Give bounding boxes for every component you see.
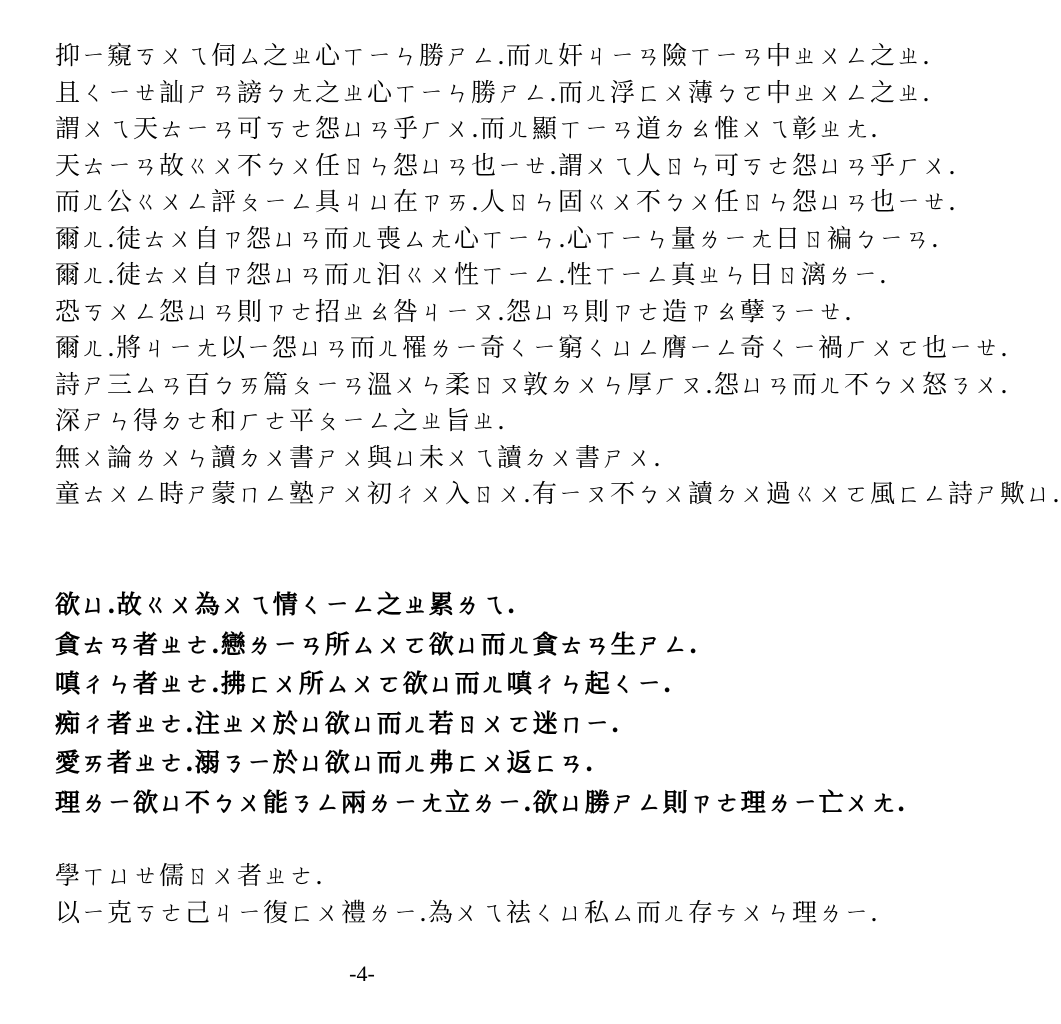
text-line: 貪ㄊㄢ者ㄓㄜ.戀ㄌㄧㄢ所ㄙㄨㄛ欲ㄩ而ㄦ貪ㄊㄢ生ㄕㄥ. [55,629,699,659]
text-line: 詩ㄕ三ㄙㄢ百ㄅㄞ篇ㄆㄧㄢ溫ㄨㄣ柔ㄖㄡ敦ㄉㄨㄣ厚ㄏㄡ.怨ㄩㄢ而ㄦ不ㄅㄨ怒ㄋㄨ. [55,369,1009,399]
text-line: 而ㄦ公ㄍㄨㄥ評ㄆㄧㄥ具ㄐㄩ在ㄗㄞ.人ㄖㄣ固ㄍㄨ不ㄅㄨ任ㄖㄣ怨ㄩㄢ也ㄧㄝ. [55,187,957,216]
text-line: 愛ㄞ者ㄓㄜ.溺ㄋㄧ於ㄩ欲ㄩ而ㄦ弗ㄈㄨ返ㄈㄢ. [55,748,595,777]
text-line: 理ㄌㄧ欲ㄩ不ㄅㄨ能ㄋㄥ兩ㄌㄧㄤ立ㄌㄧ.欲ㄩ勝ㄕㄥ則ㄗㄜ理ㄌㄧ亡ㄨㄤ. [55,787,907,817]
text-line: 天ㄊㄧㄢ故ㄍㄨ不ㄅㄨ任ㄖㄣ怨ㄩㄢ也ㄧㄝ.謂ㄨㄟ人ㄖㄣ可ㄎㄜ怨ㄩㄢ乎ㄏㄨ. [55,150,957,180]
text-block-scholar [55,858,879,931]
text-line: 爾ㄦ.徒ㄊㄨ自ㄗ怨ㄩㄢ而ㄦ喪ㄙㄤ心ㄒㄧㄣ.心ㄒㄧㄣ量ㄌㄧㄤ日ㄖ褊ㄅㄧㄢ. [55,223,940,253]
text-line: 童ㄊㄨㄥ時ㄕ蒙ㄇㄥ塾ㄕㄨ初ㄔㄨ入ㄖㄨ.有ㄧㄡ不ㄅㄨ讀ㄉㄨ過ㄍㄨㄛ風ㄈㄥ詩ㄕ歟ㄩ. [55,479,1061,508]
text-line: 深ㄕㄣ得ㄉㄜ和ㄏㄜ平ㄆㄧㄥ之ㄓ旨ㄓ. [55,406,506,435]
text-line: 欲ㄩ.故ㄍㄨ為ㄨㄟ情ㄑㄧㄥ之ㄓ累ㄌㄟ. [55,590,517,619]
text-line: 且ㄑㄧㄝ訕ㄕㄢ謗ㄅㄤ之ㄓ心ㄒㄧㄣ勝ㄕㄥ.而ㄦ浮ㄈㄨ薄ㄅㄛ中ㄓㄨㄥ之ㄓ. [55,77,931,107]
text-block-resentment [55,38,1061,513]
page-number: -4- [349,961,375,986]
text-line: 學ㄒㄩㄝ儒ㄖㄨ者ㄓㄜ. [55,861,324,890]
text-line: 恐ㄎㄨㄥ怨ㄩㄢ則ㄗㄜ招ㄓㄠ咎ㄐㄧㄡ.怨ㄩㄢ則ㄗㄜ造ㄗㄠ孽ㄋㄧㄝ. [55,296,853,326]
text-line: 爾ㄦ.將ㄐㄧㄤ以ㄧ怨ㄩㄢ而ㄦ罹ㄌㄧ奇ㄑㄧ窮ㄑㄩㄥ膺ㄧㄥ奇ㄑㄧ禍ㄏㄨㄛ也ㄧㄝ. [55,333,1009,362]
text-line: 爾ㄦ.徒ㄊㄨ自ㄗ怨ㄩㄢ而ㄦ汩ㄍㄨ性ㄒㄧㄥ.性ㄒㄧㄥ真ㄓㄣ日ㄖ漓ㄌㄧ. [55,260,888,289]
text-line: 無ㄨ論ㄌㄨㄣ讀ㄉㄨ書ㄕㄨ與ㄩ未ㄨㄟ讀ㄉㄨ書ㄕㄨ. [55,442,662,472]
text-line: 抑ㄧ窺ㄎㄨㄟ伺ㄙ之ㄓ心ㄒㄧㄣ勝ㄕㄥ.而ㄦ奸ㄐㄧㄢ險ㄒㄧㄢ中ㄓㄨㄥ之ㄓ. [55,41,931,70]
text-line: 嗔ㄔㄣ者ㄓㄜ.拂ㄈㄨ所ㄙㄨㄛ欲ㄩ而ㄦ嗔ㄔㄣ起ㄑㄧ. [55,669,673,698]
text-line: 以ㄧ克ㄎㄜ己ㄐㄧ復ㄈㄨ禮ㄌㄧ.為ㄨㄟ祛ㄑㄩ私ㄙ而ㄦ存ㄘㄨㄣ理ㄌㄧ. [55,897,879,927]
text-line: 痴ㄔ者ㄓㄜ.注ㄓㄨ於ㄩ欲ㄩ而ㄦ若ㄖㄨㄛ迷ㄇㄧ. [55,708,621,738]
text-block-desire [55,585,907,822]
text-line: 謂ㄨㄟ天ㄊㄧㄢ可ㄎㄜ怨ㄩㄢ乎ㄏㄨ.而ㄦ顯ㄒㄧㄢ道ㄉㄠ惟ㄨㄟ彰ㄓㄤ. [55,114,879,143]
